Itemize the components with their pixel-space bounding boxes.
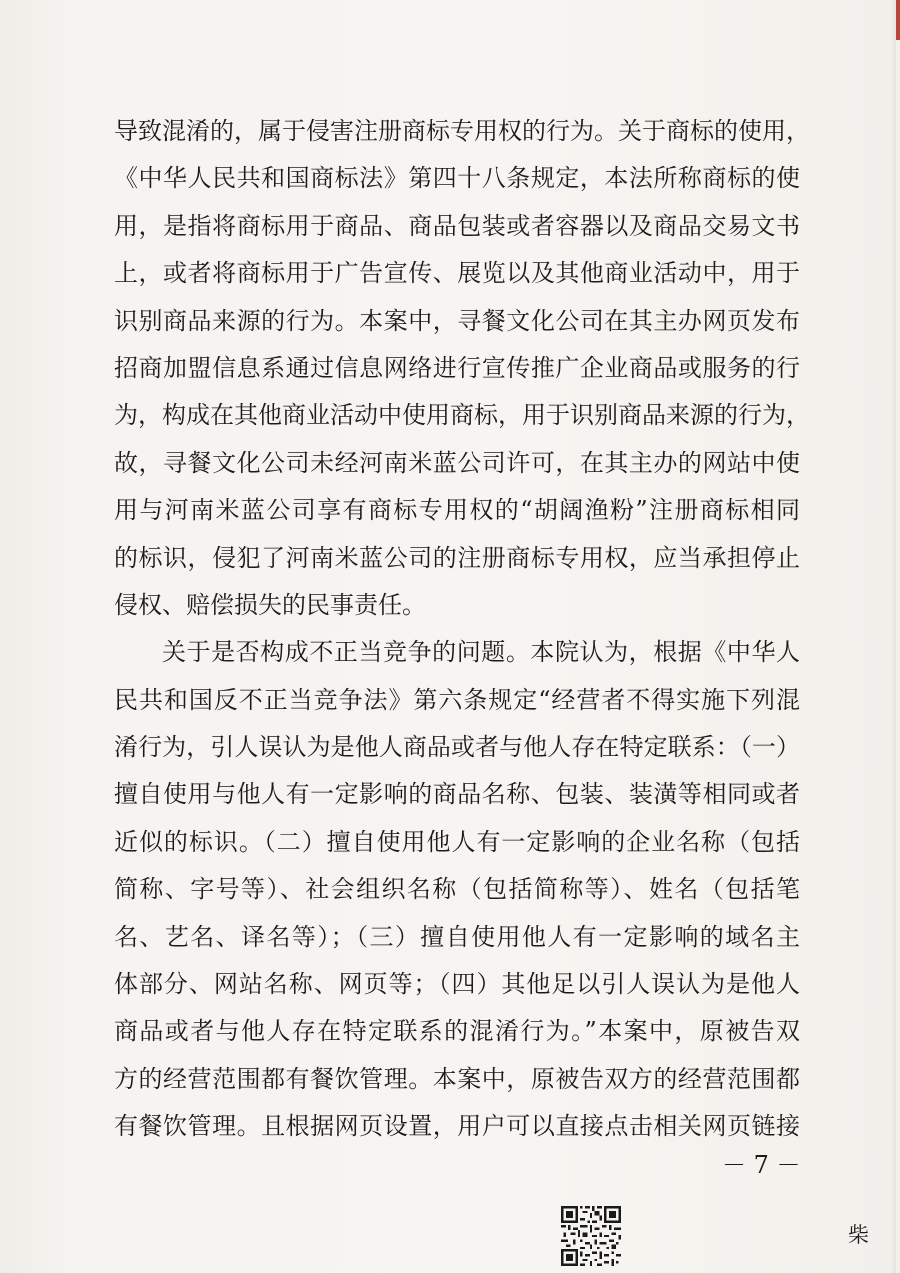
paragraph-2-line-5: 近似的标识。（二）擅自使用他人有一定影响的企业名称（包括 — [114, 827, 800, 856]
paragraph-1-line-9: 用与河南米蓝公司享有商标专用权的“胡阔渔粉”注册商标相同 — [114, 496, 800, 525]
paragraph-1-line-7: 为，构成在其他商业活动中使用商标，用于识别商品来源的行为， — [114, 401, 810, 430]
paragraph-2-line-6: 简称、字号等）、社会组织名称（包括简称等）、姓名（包括笔 — [114, 875, 800, 904]
paragraph-1-line-1: 导致混淆的，属于侵害注册商标专用权的行为。关于商标的使用， — [114, 117, 810, 145]
paragraph-2-line-10: 方的经营范围都有餐饮管理。本案中，原被告双方的经营范围都 — [114, 1064, 800, 1093]
paragraph-1-line-4: 上，或者将商标用于广告宣传、展览以及其他商业活动中，用于 — [114, 259, 800, 288]
paragraph-1-line-6: 招商加盟信息系通过信息网络进行宣传推广企业商品或服务的行 — [114, 353, 800, 382]
paragraph-1-line-8: 故，寻餐文化公司未经河南米蓝公司许可，在其主办的网站中使 — [114, 448, 800, 477]
paragraph-2-line-9: 商品或者与他人存在特定联系的混淆行为。”本案中，原被告双 — [114, 1017, 800, 1046]
paragraph-2-line-8: 体部分、网站名称、网页等；（四）其他足以引人误认为是他人 — [114, 970, 800, 999]
paragraph-1-line-3: 用，是指将商标用于商品、商品包装或者容器以及商品交易文书 — [114, 211, 800, 240]
page-edge-mark — [896, 0, 900, 40]
paragraph-2-line-7: 名、艺名、译名等）；（三）擅自使用他人有一定影响的域名主 — [114, 922, 800, 951]
paragraph-1-line-5: 识别商品来源的行为。本案中，寻餐文化公司在其主办网页发布 — [114, 306, 800, 335]
paragraph-2-line-2: 民共和国反不正当竞争法》第六条规定“经营者不得实施下列混 — [114, 685, 800, 714]
paragraph-1-line-10: 的标识，侵犯了河南米蓝公司的注册商标专用权，应当承担停止 — [114, 543, 800, 572]
paragraph-2-line-1: 关于是否构成不正当竞争的问题。本院认为，根据《中华人 — [162, 638, 800, 667]
page-number: － 7 － — [722, 1151, 801, 1179]
paragraph-2-line-11: 有餐饮管理。且根据网页设置，用户可以直接点击相关网页链接 — [114, 1112, 800, 1141]
corner-mark: 柴 — [848, 1223, 869, 1247]
paragraph-1-line-11: 侵权、赔偿损失的民事责任。 — [114, 590, 426, 619]
qr-code-icon — [561, 1206, 621, 1266]
paragraph-1-line-2: 《中华人民共和国商标法》第四十八条规定，本法所称商标的使 — [114, 164, 800, 193]
document-body — [114, 108, 810, 1151]
paragraph-2-line-3: 淆行为，引人误认为是他人商品或者与他人存在特定联系：（一） — [114, 733, 800, 762]
page-edge-shadow — [890, 0, 896, 1273]
paragraph-2-line-4: 擅自使用与他人有一定影响的商品名称、包装、装潢等相同或者 — [114, 780, 800, 809]
